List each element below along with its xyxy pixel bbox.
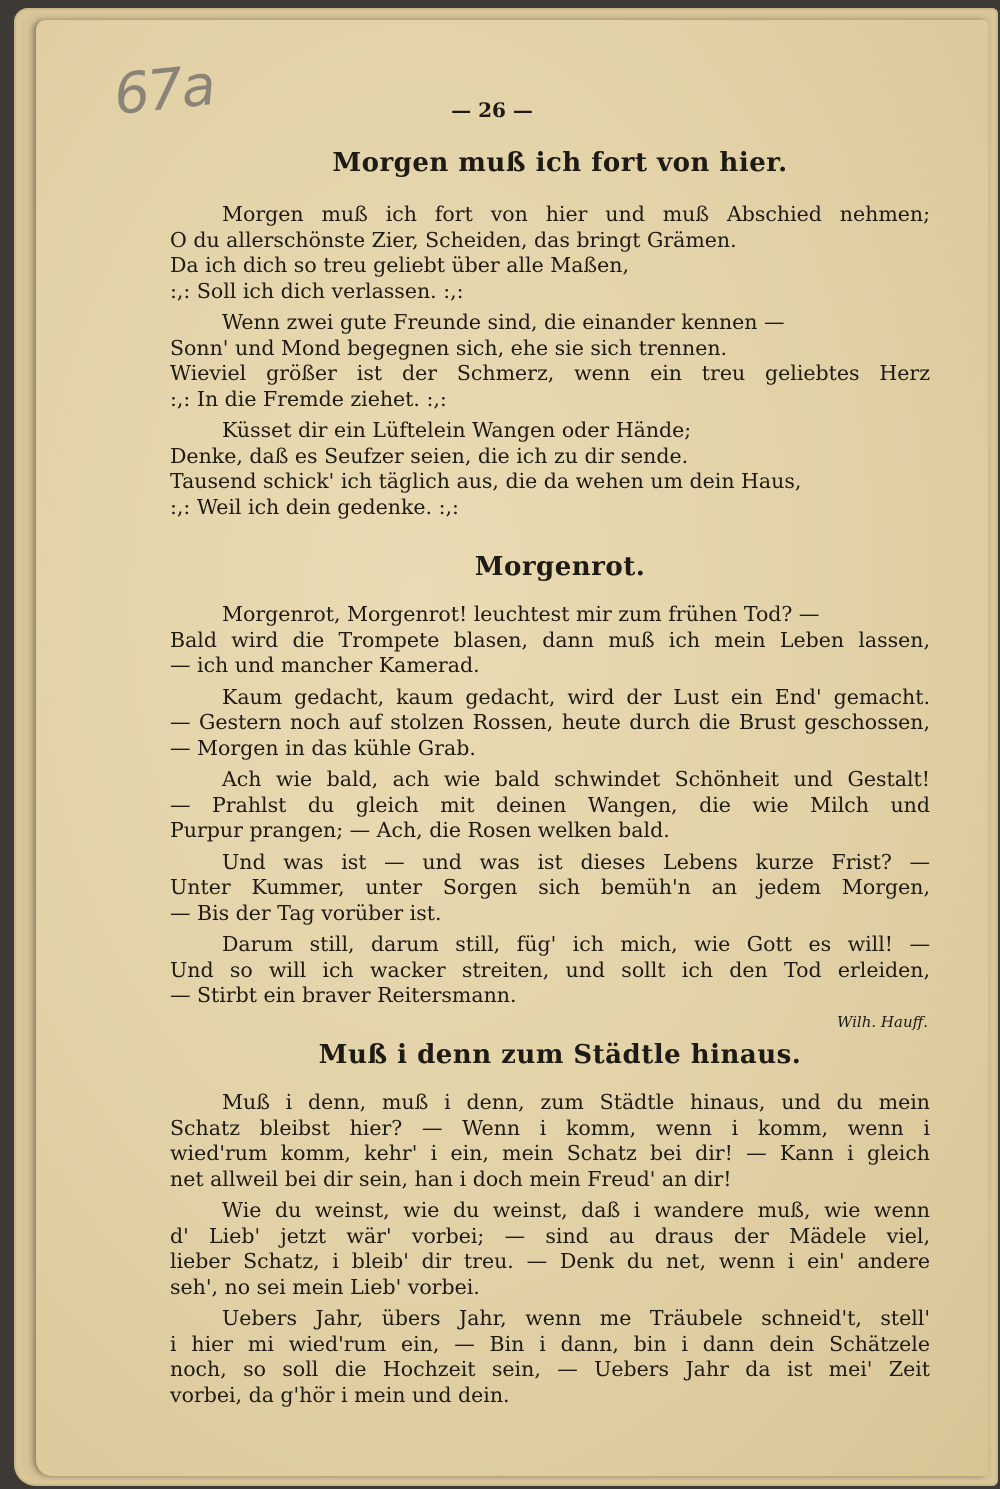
verse-line: — Stirbt ein braver Reitersmann. bbox=[170, 983, 517, 1007]
song-3 bbox=[170, 1040, 930, 1414]
stanza bbox=[170, 1090, 930, 1192]
verse-line: Unter Kummer, unter Sorgen sich bemüh'n an jedem Morgen, bbox=[170, 875, 930, 899]
verse-line: Darum still, darum still, füg' ich mich, wie Gott es will! — bbox=[222, 932, 930, 956]
song-1 bbox=[170, 148, 930, 526]
song-title: Muß i denn zum Städtle hinaus. bbox=[318, 1040, 802, 1070]
verse-line: seh', no sei mein Lieb' vorbei. bbox=[170, 1274, 480, 1299]
verse-line: — Prahlst du gleich mit deinen Wangen, die wie Milch und bbox=[170, 792, 930, 817]
verse-line: — Morgen in das kühle Grab. bbox=[170, 735, 476, 760]
stanza bbox=[170, 1198, 930, 1300]
verse-line: Uebers Jahr, übers Jahr, wenn me Träubele schneid't, stell' bbox=[222, 1306, 930, 1330]
verse-line: :,: Weil ich dein gedenke. :,: bbox=[170, 494, 459, 519]
verse-line: Bald wird die Trompete blasen, dann muß ich mein Leben lassen, bbox=[170, 627, 930, 652]
verse-line: wied'rum komm, kehr' i ein, mein Schatz bei dir! — Kann i gleich bbox=[170, 1141, 930, 1165]
verse-line: Da ich dich so treu geliebt über alle Maßen, bbox=[170, 253, 629, 277]
verse-line: Kaum gedacht, kaum gedacht, wird der Lust ein End' gemacht. bbox=[222, 684, 930, 709]
stanza bbox=[170, 685, 930, 762]
verse-line: Morgen muß ich fort von hier und muß Abschied nehmen; bbox=[222, 202, 930, 226]
verse-line: net allweil bei dir sein, han i doch mein Freud' an dir! bbox=[170, 1166, 732, 1191]
page-number: — 26 — bbox=[451, 98, 533, 122]
verse-line: Wenn zwei gute Freunde sind, die einander kennen — bbox=[222, 310, 785, 334]
stanza bbox=[170, 202, 930, 304]
verse-line: Muß i denn, muß i denn, zum Städtle hinaus, und du mein bbox=[222, 1090, 930, 1114]
stanza bbox=[170, 418, 930, 520]
book-page bbox=[36, 20, 988, 1476]
author-credit: Wilh. Hauff. bbox=[836, 1012, 928, 1031]
verse-line: Und was ist — und was ist dieses Lebens kurze Frist? — bbox=[222, 849, 930, 874]
verse-line: i hier mi wied'rum ein, — Bin i dann, bin i dann dein Schätzele bbox=[170, 1331, 930, 1356]
verse-line: — Gestern noch auf stolzen Rossen, heute durch die Brust geschossen, bbox=[170, 710, 930, 734]
verse-line: Ach wie bald, ach wie bald schwindet Schönheit und Gestalt! bbox=[222, 767, 930, 791]
stanza bbox=[170, 310, 930, 412]
handwritten-note: 67a bbox=[110, 52, 217, 129]
verse-line: Und so will ich wacker streiten, und sollt ich den Tod erleiden, bbox=[170, 957, 930, 982]
verse-line: — Bis der Tag vorüber ist. bbox=[170, 900, 442, 925]
verse-line: Schatz bleibst hier? — Wenn i komm, wenn i komm, wenn i bbox=[170, 1115, 930, 1140]
stanza bbox=[170, 1306, 930, 1408]
verse-line: d' Lieb' jetzt wär' vorbei; — sind au draus der Mädele viel, bbox=[170, 1223, 930, 1248]
verse-line: :,: In die Fremde ziehet. :,: bbox=[170, 386, 447, 411]
stanza bbox=[170, 850, 930, 927]
verse-line: O du allerschönste Zier, Scheiden, das bringt Grämen. bbox=[170, 227, 737, 252]
song-title: Morgen muß ich fort von hier. bbox=[332, 148, 788, 178]
verse-line: Denke, daß es Seufzer seien, die ich zu dir sende. bbox=[170, 443, 689, 468]
verse-line: Wieviel größer ist der Schmerz, wenn ein treu geliebtes Herz bbox=[170, 361, 930, 385]
stanza bbox=[170, 602, 930, 679]
verse-line: Küsset dir ein Lüftelein Wangen oder Hände; bbox=[222, 418, 692, 442]
verse-line: vorbei, da g'hör i mein und dein. bbox=[170, 1382, 510, 1407]
song-title: Morgenrot. bbox=[474, 552, 646, 582]
song-2 bbox=[170, 552, 930, 1031]
verse-line: lieber Schatz, i bleib' dir treu. — Denk du net, wenn i ein' andere bbox=[170, 1249, 930, 1273]
verse-line: Morgenrot, Morgenrot! leuchtest mir zum frühen Tod? — bbox=[222, 602, 820, 626]
verse-line: Purpur prangen; — Ach, die Rosen welken bald. bbox=[170, 818, 670, 842]
verse-line: Wie du weinst, wie du weinst, daß i wandere muß, wie wenn bbox=[222, 1198, 930, 1222]
stanza bbox=[170, 767, 930, 844]
stanza bbox=[170, 932, 930, 1009]
verse-line: Tausend schick' ich täglich aus, die da wehen um dein Haus, bbox=[170, 469, 802, 493]
verse-line: :,: Soll ich dich verlassen. :,: bbox=[170, 278, 464, 303]
verse-line: noch, so soll die Hochzeit sein, — Uebers Jahr da ist mei' Zeit bbox=[170, 1357, 930, 1381]
verse-line: Sonn' und Mond begegnen sich, ehe sie sich trennen. bbox=[170, 335, 728, 360]
verse-line: — ich und mancher Kamerad. bbox=[170, 653, 480, 677]
